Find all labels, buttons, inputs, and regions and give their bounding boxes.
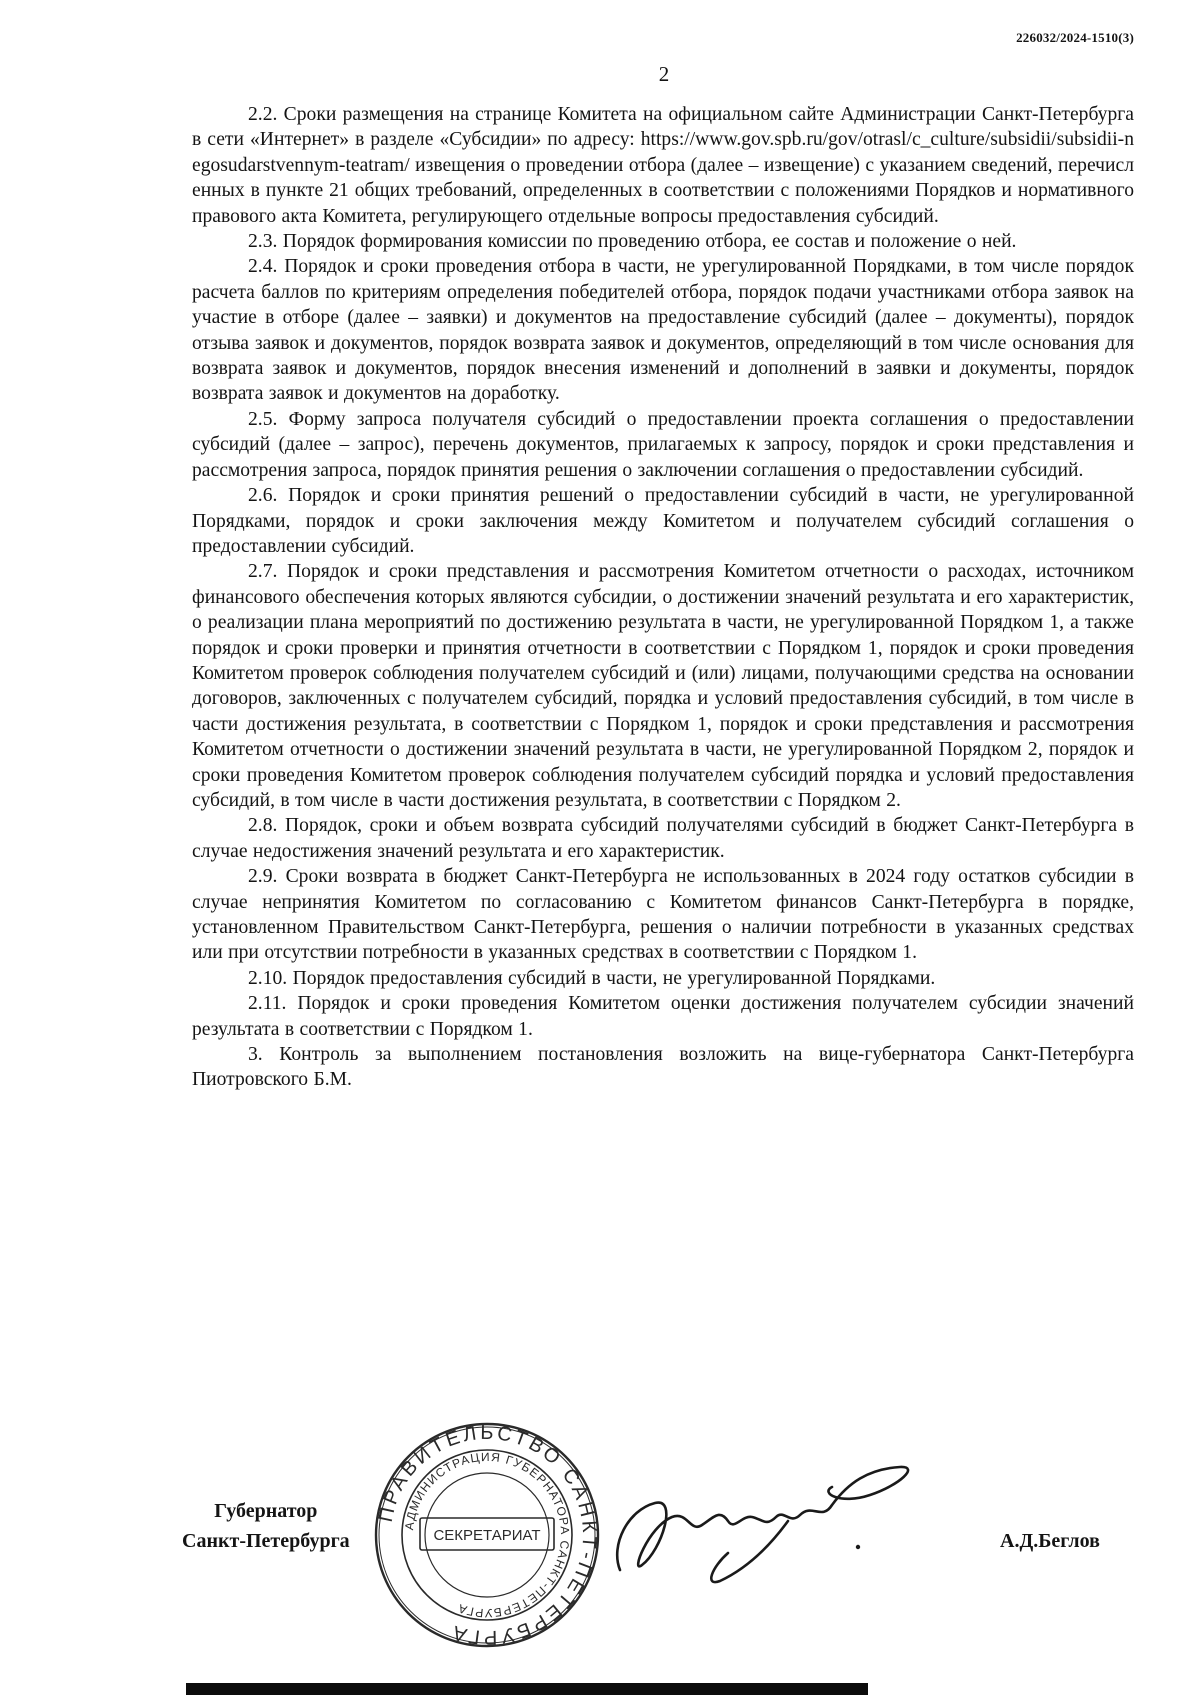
paragraph-2-5: 2.5. Форму запроса получателя субсидий о предоставлении проекта соглашения о предоставлении субсидий (далее – запрос), перечень документов, прилагаемых к запросу, порядок и сроки представления и рассмотрения запроса, порядок принятия решения о заключении соглашения о предоставлении субсидий. <box>192 408 1134 481</box>
seal-center-text: СЕКРЕТАРИАТ <box>433 1527 541 1544</box>
paragraph-3: 3. Контроль за выполнением постановления возложить на вице-губернатора Санкт-Петербурга Пиотровского Б.М. <box>192 1044 1134 1091</box>
signatory-title <box>182 1496 350 1556</box>
handwritten-signature <box>600 1455 930 1595</box>
seal-inner-text: АДМИНИСТРАЦИЯ ГУБЕРНАТОРА САНКТ-ПЕТЕРБУРГА <box>402 1449 573 1621</box>
document-number: 226032/2024-1510(3) <box>1016 30 1134 45</box>
paragraph-2-9: 2.9. Сроки возврата в бюджет Санкт-Петербурга не использованных в 2024 году остатков субсидии в случае непринятия Комитетом по согласованию с Комитетом финансов Санкт-Петербурга в порядке, установленном Правительством Санкт-Петербурга, решения о наличии потребности в указанных средствах или при отсутствии потребности в указанных средствах в соответствии с Порядком 1. <box>192 866 1134 964</box>
page-number: 2 <box>658 62 670 86</box>
signatory-name: А.Д.Беглов <box>1000 1530 1100 1552</box>
paragraph-2-4: 2.4. Порядок и сроки проведения отбора в части, не урегулированной Порядками, в том числе порядок расчета баллов по критериям определения победителей отбора, порядок подачи участниками отбора заявок на участие в отборе (далее – заявки) и документов на предоставление субсидий (далее – документы), порядок отзыва заявок и документов, порядок возврата заявок и документов, определяющий в том числе основания для возврата заявок и документов, порядок внесения изменений и дополнений в заявки и документы, порядок возврата заявок и документов на доработку. <box>192 256 1134 405</box>
paragraph-2-7: 2.7. Порядок и сроки представления и рассмотрения Комитетом отчетности о расходах, источником финансового обеспечения которых являются субсидии, о достижении значений результата и его характеристик, о реализации плана мероприятий по достижению результата в части, не урегулированной Порядком 1, а также порядок и сроки проверки и принятия отчетности в соответствии с Порядком 1, порядок и сроки проведения Комитетом проверок соблюдения получателем субсидий и (или) лицами, получающими средства на основании договоров, заключенных с получателем субсидий, порядка и условий предоставления субсидий, в том числе в части достижения результата, в соответствии с Порядком 1, порядок и сроки представления и рассмотрения Комитетом отчетности о достижении значений результата в части, не урегулированной Порядком 2, порядок и сроки проведения Комитетом проверок соблюдения получателем субсидий порядка и условий предоставления субсидий, в том числе в части достижения результата, в соответствии с Порядком 2. <box>192 561 1134 811</box>
paragraph-2-2: 2.2. Сроки размещения на странице Комитета на официальном сайте Администрации Санкт-Петербурга в сети «Интернет» в разделе «Субсидии» по адресу: https://www.gov.spb.ru/gov/otrasl/c_culture/subsidii/subsidii-negosudarstvennym-teatram/ извещения о проведении отбора (далее – извещение) с указанием сведений, перечисленных в пункте 21 общих требований, определенных в соответствии с положениями Порядков и нормативного правового акта Комитета, регулирующего отдельные вопросы предоставления субсидий. <box>192 104 1134 227</box>
signatory-title-line2: Санкт-Петербурга <box>182 1530 350 1552</box>
document-body <box>192 102 1134 1093</box>
paragraph-2-11: 2.11. Порядок и сроки проведения Комитетом оценки достижения получателем субсидии значений результата в соответствии с Порядком 1. <box>192 993 1134 1040</box>
signatory-title-line1: Губернатор <box>214 1500 318 1522</box>
paragraph-2-3: 2.3. Порядок формирования комиссии по проведению отбора, ее состав и положение о ней. <box>248 231 1017 253</box>
paragraph-2-6: 2.6. Порядок и сроки принятия решений о предоставлении субсидий в части, не урегулированной Порядками, порядок и сроки заключения между Комитетом и получателем субсидий соглашения о предоставлении субсидий. <box>192 485 1134 557</box>
bottom-scan-bar <box>186 1683 868 1695</box>
paragraph-2-10: 2.10. Порядок предоставления субсидий в части, не урегулированной Порядками. <box>248 967 936 989</box>
paragraph-2-8: 2.8. Порядок, сроки и объем возврата субсидий получателями субсидий в бюджет Санкт-Петербурга в случае недостижения значений результата и его характеристик. <box>192 815 1134 862</box>
official-seal <box>372 1420 602 1650</box>
seal-outer-text: ПРАВИТЕЛЬСТВО САНКТ-ПЕТЕРБУРГА <box>374 1421 601 1649</box>
